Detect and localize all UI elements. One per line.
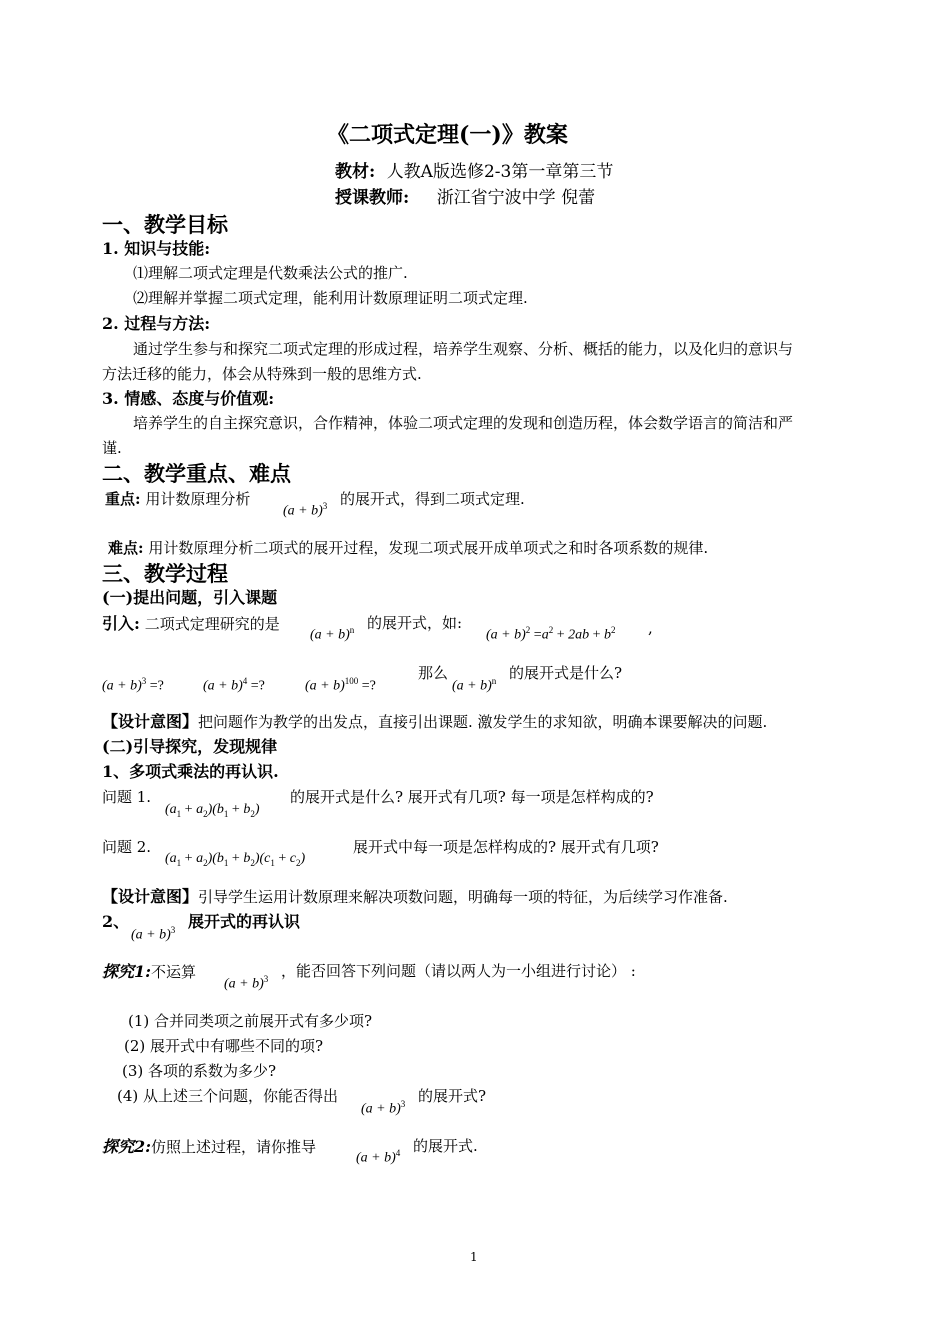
explore-1-text-2: ，能否回答下列问题（请以两人为一小组进行讨论） : — [281, 962, 636, 980]
key-point-line — [105, 490, 250, 508]
section-objectives-heading: 一、教学目标 — [102, 212, 228, 237]
section-process-heading: 三、教学过程 — [102, 561, 228, 586]
knowledge-heading: 1. 知识与技能: — [102, 239, 211, 258]
question-cube: $(a + b)^3$ =? — [102, 676, 164, 694]
subsection-1-heading: (一)提出问题，引入课题 — [102, 588, 278, 607]
design-intent-2-text: 引导学生运用计数原理来解决项数问题，明确每一项的特征，为后续学习作准备. — [198, 888, 728, 906]
question-item-4-text-2: 的展开式? — [418, 1087, 487, 1105]
knowledge-item-2: ⑵理解并掌握二项式定理，能利用计数原理证明二项式定理. — [133, 289, 528, 307]
problem-2-text: 展开式中每一项是怎样构成的? 展开式有几项? — [353, 838, 659, 856]
explore-2-formula: $(a + b)^4$ — [356, 1148, 401, 1166]
knowledge-item-1: ⑴理解二项式定理是代数乘法公式的推广. — [133, 264, 408, 282]
question-fourth: $(a + b)^4$ =? — [203, 676, 265, 694]
intro-text-1: 二项式定理研究的是 — [144, 615, 280, 633]
teacher-line — [335, 188, 595, 208]
difficult-point-label: 难点: — [108, 539, 144, 557]
intro-comma: , — [648, 619, 653, 637]
subsection-2-1-heading: 1、多项式乘法的再认识. — [102, 762, 279, 781]
explore-2-line — [102, 1137, 316, 1156]
problem-1-formula: $(a_1 + a_2)(b_1 + b_2)$ — [165, 802, 260, 819]
problem-1-label: 问题 1. — [102, 788, 152, 806]
teacher-label: 授课教师: — [335, 188, 410, 208]
page-number: 1 — [470, 1250, 478, 1264]
design-intent-2 — [102, 887, 728, 906]
emotion-heading: 3. 情感、态度与价值观: — [102, 389, 275, 408]
question-then: 那么 — [418, 664, 449, 682]
question-formula-n: $(a + b)^n$ — [452, 676, 497, 694]
explore-1-formula: $(a + b)^3$ — [224, 974, 269, 992]
section-keypoints-heading: 二、教学重点、难点 — [102, 461, 291, 486]
problem-1-text: 的展开式是什么? 展开式有几项? 每一项是怎样构成的? — [290, 788, 654, 806]
teacher-value: 浙江省宁波中学 倪蕾 — [436, 188, 596, 208]
intro-formula-n: $(a + b)^n$ — [310, 625, 355, 643]
subsection-2-heading: (二)引导探究，发现规律 — [102, 737, 278, 756]
explore-1-line — [102, 962, 196, 981]
difficult-point-text: 用计数原理分析二项式的展开过程，发现二项式展开成单项式之和时各项系数的规律. — [148, 539, 709, 557]
explore-2-label: 探究2: — [102, 1137, 152, 1156]
question-item-4-text-1: (4) 从上述三个问题，你能否得出 — [117, 1087, 339, 1105]
explore-2-text-2: 的展开式. — [413, 1137, 478, 1155]
process-text-line-1: 通过学生参与和探究二项式定理的形成过程，培养学生观察、分析、概括的能力，以及化归的意识与 — [133, 340, 794, 358]
key-point-formula: $(a + b)^3$ — [283, 501, 328, 519]
subsection-2-2-text: 展开式的再认识 — [188, 912, 301, 931]
question-item-3: (3) 各项的系数为多少? — [122, 1062, 277, 1080]
problem-2-formula: $(a_1 + a_2)(b_1 + b_2)(c_1 + c_2)$ — [165, 851, 306, 868]
intro-formula-square: $(a + b)^2 =a^2 + 2ab + b^2$ — [486, 625, 616, 643]
intro-label: 引入: — [102, 614, 140, 633]
key-point-label: 重点: — [105, 490, 141, 508]
design-intent-1-text: 把问题作为教学的出发点，直接引出课题. 激发学生的求知欲，明确本课要解决的问题. — [198, 713, 768, 731]
question-item-2: (2) 展开式中有哪些不同的项? — [124, 1037, 324, 1055]
question-text: 的展开式是什么? — [509, 664, 623, 682]
subsection-2-2-number: 2、 — [102, 912, 130, 931]
explore-1-label: 探究1: — [102, 962, 152, 981]
textbook-line — [335, 162, 613, 182]
process-heading: 2. 过程与方法: — [102, 314, 211, 333]
emotion-text-line-2: 谨. — [102, 439, 122, 457]
subsection-2-2-formula: $(a + b)^3$ — [131, 925, 176, 943]
question-item-1: (1) 合并同类项之前展开式有多少项? — [128, 1012, 373, 1030]
key-point-text-2: 的展开式，得到二项式定理. — [340, 490, 525, 508]
emotion-text-line-1: 培养学生的自主探究意识，合作精神，体验二项式定理的发现和创造历程，体会数学语言的简洁和严 — [133, 414, 794, 432]
design-intent-2-label: 【设计意图】 — [102, 887, 199, 906]
question-item-4-formula: $(a + b)^3$ — [361, 1099, 406, 1117]
process-text-line-2: 方法迁移的能力，体会从特殊到一般的思维方式. — [102, 365, 422, 383]
question-hundredth: $(a + b)^{100}$ =? — [305, 676, 376, 694]
key-point-text-1: 用计数原理分析 — [145, 490, 251, 508]
document-title: 《二项式定理(一)》教案 — [327, 122, 568, 148]
intro-text-2: 的展开式，如: — [367, 614, 463, 632]
textbook-value: 人教A版选修2-3第一章第三节 — [386, 162, 614, 182]
design-intent-1 — [102, 712, 767, 731]
explore-1-text-1: 不运算 — [151, 963, 197, 981]
problem-2-label: 问题 2. — [102, 838, 152, 856]
difficult-point-line — [108, 539, 708, 557]
intro-line — [102, 614, 280, 633]
explore-2-text-1: 仿照上述过程，请你推导 — [151, 1138, 317, 1156]
textbook-label: 教材: — [335, 162, 376, 182]
design-intent-1-label: 【设计意图】 — [102, 712, 199, 731]
